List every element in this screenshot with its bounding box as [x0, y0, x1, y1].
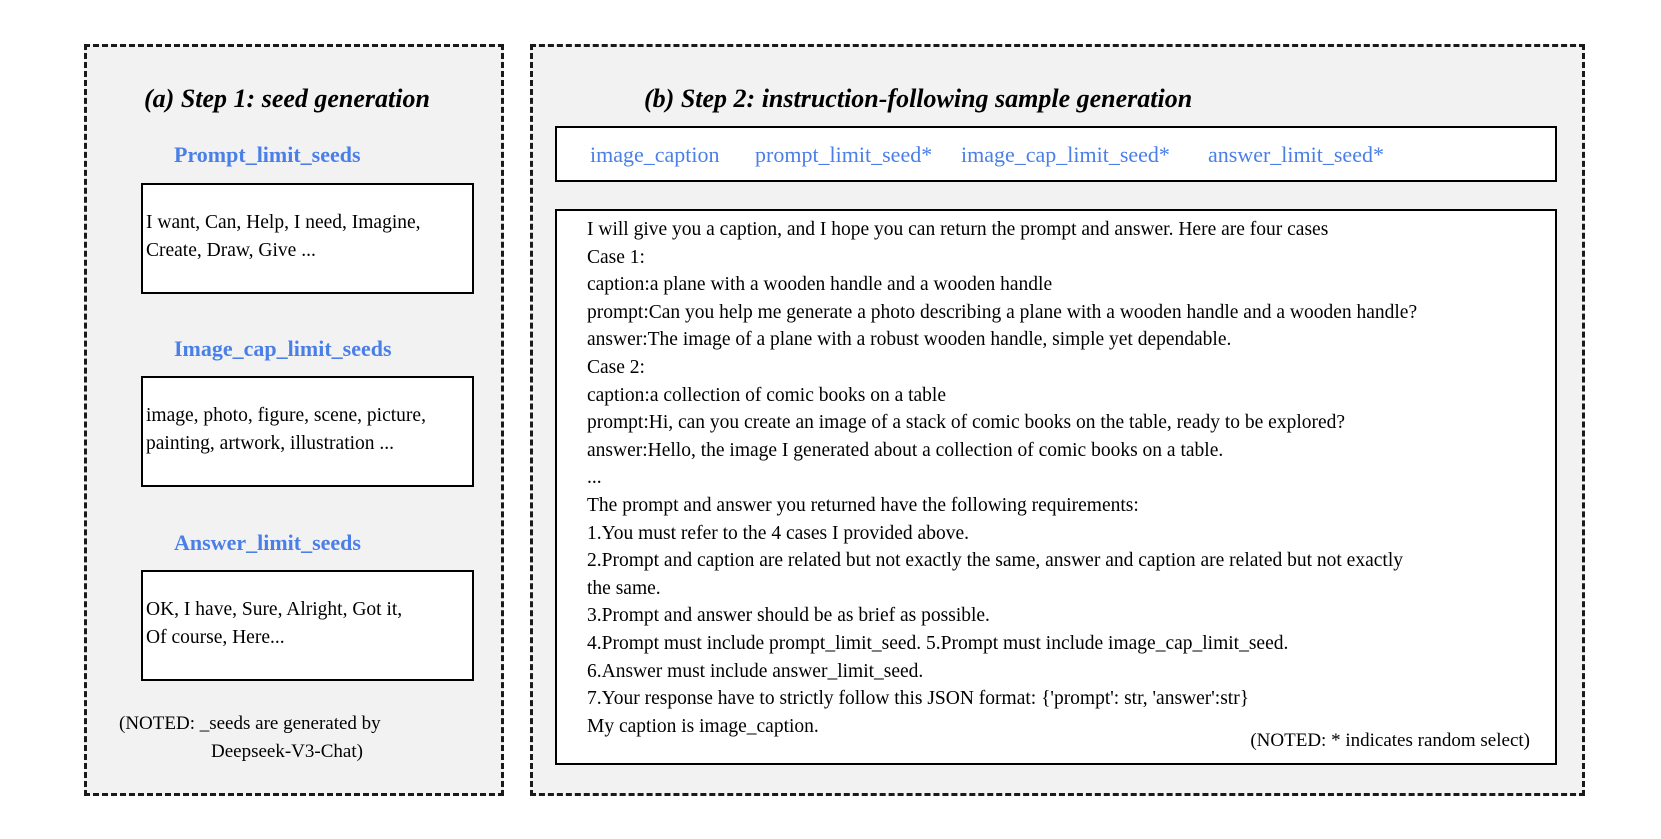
answer-seeds-line: Of course, Here...	[146, 627, 285, 648]
template-line: 6.Answer must include answer_limit_seed.	[587, 660, 924, 682]
variable-image-caption: image_caption	[590, 142, 720, 167]
template-line: prompt:Can you help me generate a photo describing a plane with a wooden handle and a wooden handle?	[587, 301, 1418, 323]
template-line: 1.You must refer to the 4 cases I provided above.	[587, 522, 969, 544]
random-select-note: (NOTED: * indicates random select)	[1250, 730, 1530, 752]
answer-limit-seeds-box	[141, 570, 474, 681]
template-line: 7.Your response have to strictly follow this JSON format: {'prompt': str, 'answer':str}	[587, 688, 1250, 710]
seeds-note-line1: (NOTED: _seeds are generated by	[119, 713, 381, 734]
template-line: caption:a collection of comic books on a table	[587, 384, 947, 406]
prompt-limit-seeds-title: Prompt_limit_seeds	[174, 142, 361, 167]
prompt-template-text	[587, 216, 1555, 740]
answer-seeds-line: OK, I have, Sure, Alright, Got it,	[146, 599, 403, 620]
image-cap-limit-seeds-box	[141, 376, 474, 487]
prompt-limit-seeds-box	[141, 183, 474, 294]
variable-answer-limit-seed: answer_limit_seed*	[1208, 142, 1384, 167]
prompt-seeds-line: I want, Can, Help, I need, Imagine,	[146, 212, 421, 233]
template-line: the same.	[587, 577, 661, 599]
template-line: Case 2:	[587, 356, 645, 378]
prompt-seeds-line: Create, Draw, Give ...	[146, 240, 316, 261]
template-line: The prompt and answer you returned have the following requirements:	[587, 494, 1139, 516]
prompt-template-box	[555, 209, 1557, 765]
template-line: answer:The image of a plane with a robust wooden handle, simple yet dependable.	[587, 329, 1232, 351]
template-line: My caption is image_caption.	[587, 715, 819, 737]
image-cap-limit-seeds-title: Image_cap_limit_seeds	[174, 336, 392, 361]
template-variables-box	[555, 126, 1557, 182]
template-line: prompt:Hi, can you create an image of a stack of comic books on the table, ready to be explored?	[587, 412, 1346, 434]
template-line: 2.Prompt and caption are related but not exactly the same, answer and caption are related but not exactly	[587, 550, 1403, 572]
seeds-note-line2: Deepseek-V3-Chat)	[211, 741, 363, 762]
template-line: caption:a plane with a wooden handle and a wooden handle	[587, 274, 1053, 296]
step2-title: (b) Step 2: instruction-following sample generation	[644, 84, 1193, 113]
template-line: answer:Hello, the image I generated about a collection of comic books on a table.	[587, 439, 1224, 461]
variable-image-cap-limit-seed: image_cap_limit_seed*	[961, 142, 1170, 167]
template-line: ...	[587, 467, 602, 489]
variable-prompt-limit-seed: prompt_limit_seed*	[755, 142, 933, 167]
image-cap-seeds-line: painting, artwork, illustration ...	[146, 433, 395, 454]
answer-limit-seeds-title: Answer_limit_seeds	[174, 530, 361, 555]
image-cap-seeds-line: image, photo, figure, scene, picture,	[146, 405, 426, 426]
template-line: Case 1:	[587, 246, 645, 268]
template-line: 3.Prompt and answer should be as brief as possible.	[587, 605, 990, 627]
step1-title: (a) Step 1: seed generation	[144, 84, 430, 113]
template-line: I will give you a caption, and I hope you can return the prompt and answer. Here are four cases	[587, 219, 1329, 240]
template-line: 4.Prompt must include prompt_limit_seed. 5.Prompt must include image_cap_limit_seed.	[587, 632, 1289, 654]
